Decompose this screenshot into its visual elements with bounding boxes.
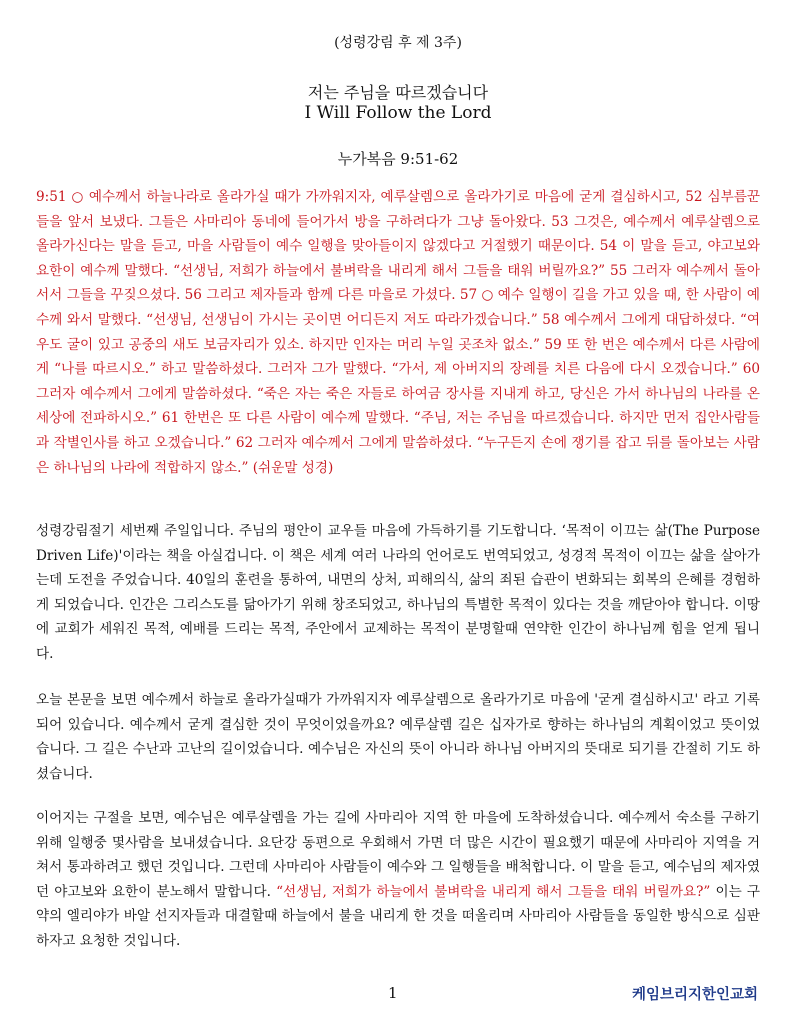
paragraph-3-quote: “선생님, 저희가 하늘에서 불벼락을 내리게 해서 그들을 태워 버릴까요?” (276, 883, 711, 900)
sermon-paragraph-2: 오늘 본문을 보면 예수께서 하늘로 올라가실때가 가까워지자 예루살렘으로 올라가기로 마음에 '굳게 결심하시고' 라고 기록되어 있습니다. 예수께서 굳게 결심한 것이 무엇이었을까요? 예루살렘 길은 십자가로 향하는 하나님의 계획이었고 뜻이었습니다. 그 길은 수난과 고난의 길이었습니다. 예수님은 자신의 뜻이 아니라 하나님 아버지의 뜻대로 되기를 간절히 기도 하셨습니다. (36, 692, 760, 782)
church-name: 케임브리지한인교회 (631, 987, 758, 1003)
series-heading: (성령강림 후 제 3주) (334, 35, 462, 51)
paragraph-3-text-after: 이는 구약의 엘리야가 바알 선지자들과 대결할때 하늘에서 불을 내리게 한 것을 떠올리며 사마리아 사람들을 동일한 방식으로 심판하자고 요청한 것입니다. (36, 883, 761, 949)
scripture-passage: 9:51 ○ 예수께서 하늘나라로 올라가실 때가 가까워지자, 예루살렘으로 올라가기로 마음에 굳게 결심하시고, 52 심부름꾼들을 앞서 보냈다. 그들은 사마리아 동네에 들어가서 방을 구하려다가 그냥 돌아왔다. 53 그것은, 예수께서 예루살렘으로 올라가신다는 말을 듣고, 마을 사람들이 예수 일행을 맞아들이지 않겠다고 거절했기 때문이다. 54 이 말을 듣고, 야고보와 요한이 예수께 말했다. “선생님, 저희가 하늘에서 불벼락을 내리게 해서 그들을 태워 버릴까요?” 55 그러자 예수께서 돌아서서 그들을 꾸짖으셨다. 56 그리고 제자들과 함께 다른 마을로 가셨다. 57 ○ 예수 일행이 길을 가고 있을 때, 한 사람이 예수께 와서 말했다. “선생님, 선생님이 가시는 곳이면 어디든지 저도 따라가겠습니다.” 58 예수께서 그에게 대답하셨다. “여우도 굴이 있고 공중의 새도 보금자리가 있소. 하지만 인자는 머리 누일 곳조차 없소.” 59 또 한 번은 예수께서 다른 사람에게 “나를 따르시오.” 하고 말씀하셨다. 그러자 그가 말했다. “가서, 제 아버지의 장례를 치른 다음에 다시 오겠습니다.” 60 그러자 예수께서 그에게 말씀하셨다. “죽은 자는 죽은 자들로 하여금 장사를 지내게 하고, 당신은 가서 하나님의 나라를 온 세상에 전파하시오.” 61 한번은 또 다른 사람이 예수께 말했다. “주님, 저는 주님을 따르겠습니다. 하지만 먼저 집안사람들과 작별인사를 하고 오겠습니다.” 62 그러자 예수께서 그에게 말씀하셨다. “누구든지 손에 쟁기를 잡고 뒤를 돌아보는 사람은 하나님의 나라에 적합하지 않소.” (쉬운말 성경) (36, 189, 760, 476)
scripture-reference: 누가복음 9:51-62 (337, 150, 459, 168)
sermon-paragraph-1: 성령강림절기 세번째 주일입니다. 주님의 평안이 교우들 마음에 가득하기를 기도합니다. ‘목적이 이끄는 삶(The Purpose Driven Life)'이라는 책을 아실겁니다. 이 책은 세계 여러 나라의 언어로도 번역되었고, 성경적 목적이 이끄는 삶을 살아가는데 도전을 주었습니다. 40일의 훈련을 통하여, 내면의 상처, 피해의식, 삶의 죄된 습관이 변화되는 회복의 은혜를 경험하게 되었습니다. 인간은 그리스도를 닮아가기 위해 창조되었고, 하나님의 특별한 목적이 있다는 것을 깨닫아야 합니다. 이땅에 교회가 세워진 목적, 예배를 드리는 목적, 주안에서 교제하는 목적이 분명할때 연약한 인간이 하나님께 힘을 얻게 됩니다. (36, 523, 760, 662)
paragraph-3-text-before: 이어지는 구절을 보면, 예수님은 예루살렘을 가는 길에 사마리아 지역 한 마을에 도착하셨습니다. 예수께서 숙소를 구하기 위해 일행중 몇사람을 보내셨습니다. 요단강 동편으로 우회해서 가면 더 많은 시간이 필요했기 때문에 사마리아 지역을 거쳐서 통과하려고 했던 것입니다. 그런데 사마리아 사람들이 예수와 그 일행들을 배척합니다. 이 말을 듣고, 예수님의 제자였던 야고보와 요한이 분노해서 말합니다. (36, 810, 760, 900)
sermon-paragraph-3 (36, 806, 760, 954)
title-english: I Will Follow the Lord (304, 103, 492, 123)
page-number: 1 (388, 984, 398, 1002)
title-korean: 저는 주님을 따르겠습니다 (307, 83, 489, 102)
